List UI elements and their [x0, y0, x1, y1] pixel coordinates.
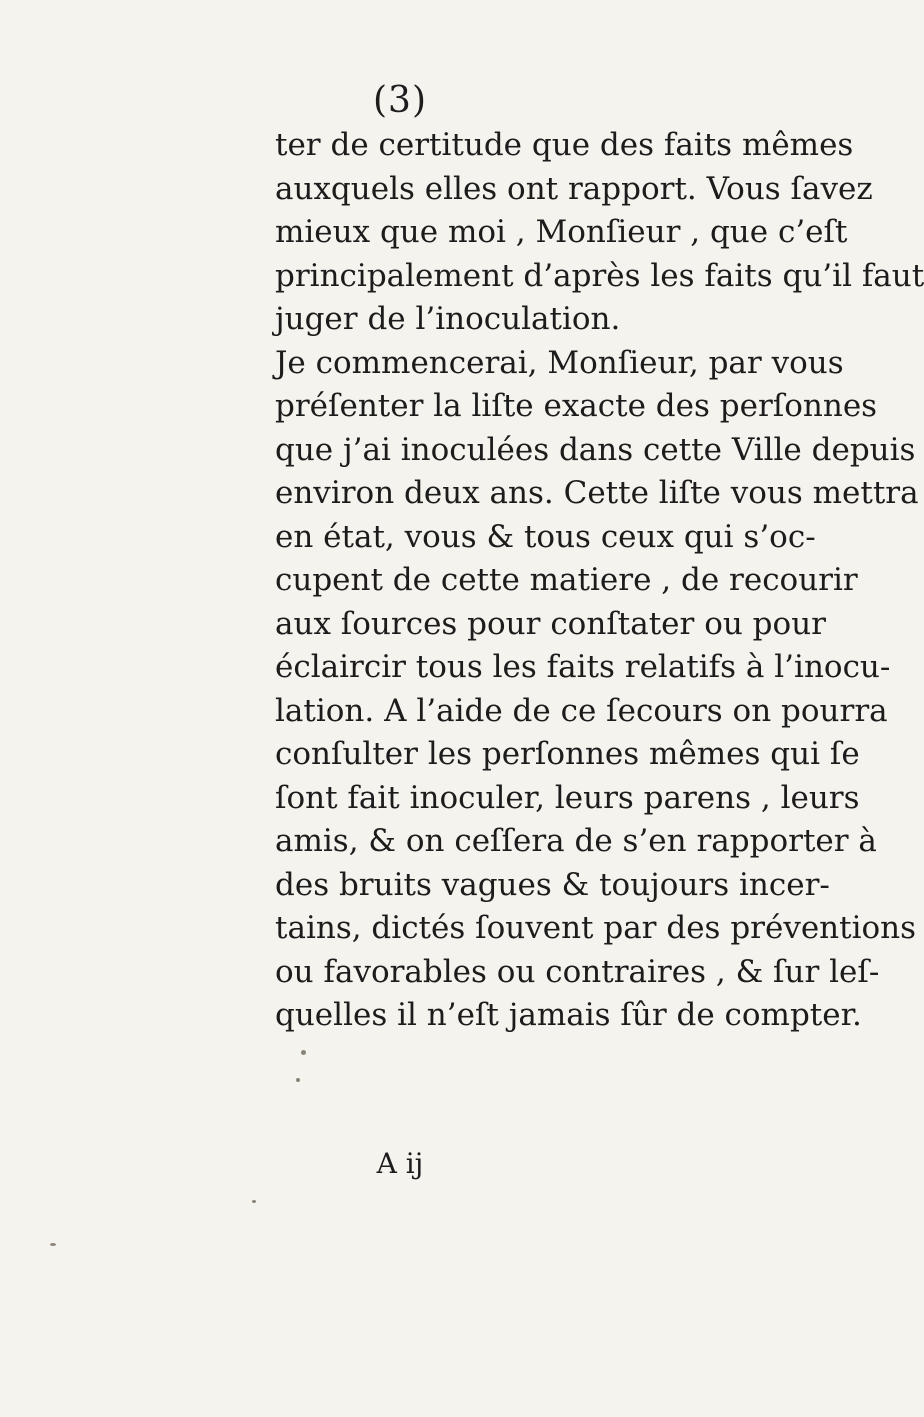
text-line: juger de l’inoculation. — [275, 301, 621, 337]
text-line: cupent de cette matiere , de recourir — [275, 562, 858, 598]
body-text — [275, 124, 924, 1038]
paper-speck — [301, 1050, 306, 1055]
text-line: lation. A l’aide de ce ſecours on pourra — [275, 692, 888, 729]
text-line: en état, vous & tous ceux qui s’oc- — [275, 518, 816, 555]
text-line: conſulter les perſonnes mêmes qui ſe — [275, 736, 860, 772]
text-line: que j’ai inoculées dans cette Ville depuis — [275, 431, 916, 468]
text-line: environ deux ans. Cette liſte vous mettra — [275, 475, 919, 511]
signature-mark: A ij — [376, 1147, 424, 1180]
text-line: quelles il n’eſt jamais ſûr de compter. — [275, 997, 862, 1033]
text-line: préſenter la liſte exacte des perſonnes — [275, 388, 878, 424]
text-line: des bruits vagues & toujours incer- — [275, 866, 830, 903]
paper-speck — [296, 1078, 300, 1082]
text-line: Je commencerai, Monſieur, par vous — [275, 344, 844, 381]
text-line: mieux que moi , Monſieur , que c’eſt — [275, 214, 848, 250]
page-number: (3) — [373, 80, 427, 121]
text-line: amis, & on ceſſera de s’en rapporter à — [275, 823, 877, 859]
paper-speck — [50, 1243, 56, 1246]
text-line: ſont fait inoculer, leurs parens , leurs — [275, 779, 860, 816]
text-line: éclaircir tous les faits relatifs à l’inocu- — [275, 649, 891, 685]
text-line: ter de certitude que des faits mêmes — [275, 127, 854, 163]
text-line: aux ſources pour conſtater ou pour — [275, 605, 826, 642]
text-line: tains, dictés ſouvent par des préventions — [275, 910, 917, 946]
text-line: principalement d’après les faits qu’il faut — [275, 257, 924, 294]
paper-speck — [252, 1200, 256, 1203]
text-line: auxquels elles ont rapport. Vous ſavez — [275, 170, 873, 207]
text-line: ou favorables ou contraires , & ſur leſ- — [275, 953, 880, 990]
